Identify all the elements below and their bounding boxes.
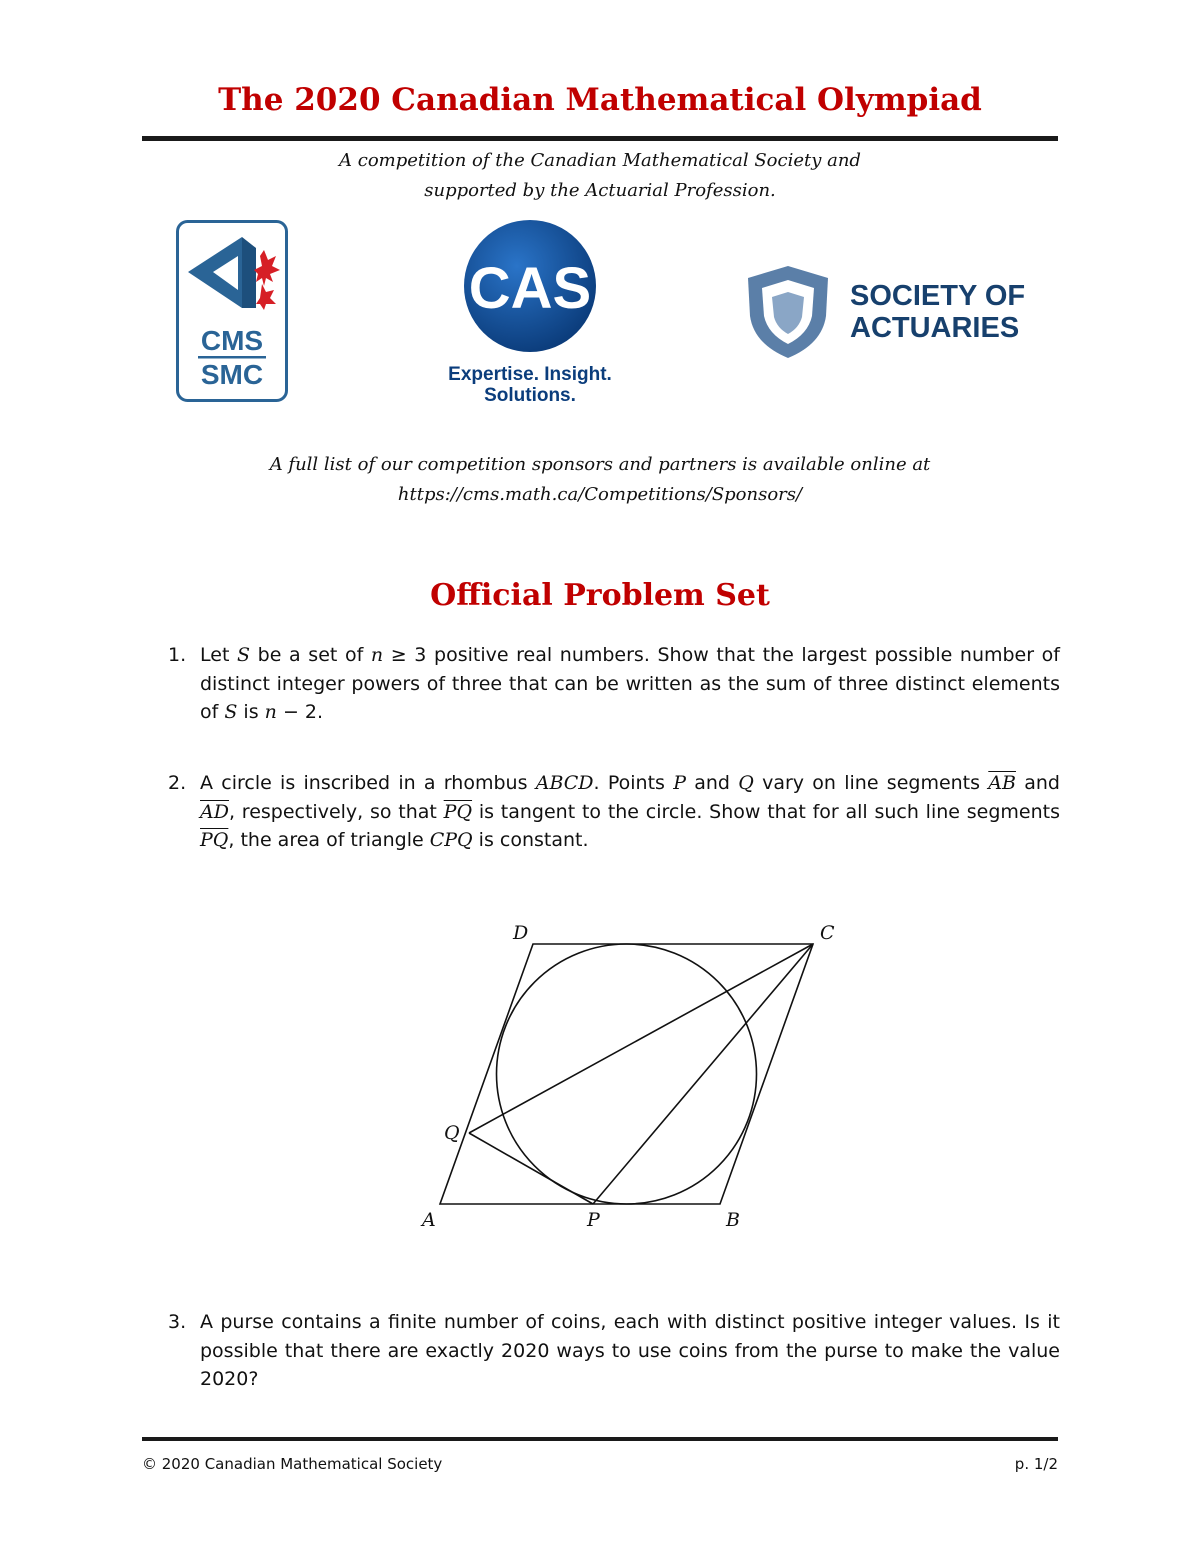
cms-smc-logo xyxy=(176,220,288,402)
segment-pq xyxy=(469,1133,593,1204)
cas-logo xyxy=(430,218,630,408)
problem-3 xyxy=(168,1308,1060,1394)
problem-2 xyxy=(168,769,1060,855)
text: is xyxy=(237,701,265,723)
label-c: C xyxy=(820,922,835,944)
cas-tagline-2: Solutions. xyxy=(484,385,576,406)
text: is tangent to the circle. Show that for all such line segments xyxy=(472,800,1060,823)
math-var: n xyxy=(370,644,384,666)
label-d: D xyxy=(513,922,529,944)
text: and xyxy=(1015,772,1060,794)
text: , respectively, so that xyxy=(228,800,444,823)
footer-rule xyxy=(142,1437,1058,1441)
header-rule xyxy=(142,136,1058,141)
rhombus-diagram xyxy=(400,910,860,1240)
problem-set-heading: Official Problem Set xyxy=(430,578,770,613)
segment-cq xyxy=(469,944,813,1133)
math-segment: $\overline{AD}$ xyxy=(200,800,229,823)
math-segment: $\overline{PQ}$ xyxy=(200,829,229,851)
text: . Points xyxy=(593,772,674,794)
text: and xyxy=(685,772,739,794)
text: be a set of xyxy=(250,644,371,666)
label-b: B xyxy=(726,1209,740,1231)
math-var: S xyxy=(224,701,238,723)
soa-line-1: SOCIETY OF xyxy=(850,280,1026,312)
text: positive real numbers. Show that the largest possible number of distinct integer powers of three that can be written as the sum of three distinct elements of xyxy=(200,644,1060,723)
cas-mark: CAS xyxy=(468,256,592,321)
math-var: Q xyxy=(738,772,754,794)
soa-line-2: ACTUARIES xyxy=(850,312,1020,344)
page-title: The 2020 Canadian Mathematical Olympiad xyxy=(218,82,982,118)
text: is constant. xyxy=(472,829,589,851)
text: , the area of triangle xyxy=(228,829,430,851)
math-segment: $\overline{AB}$ xyxy=(988,772,1016,794)
footer-copyright: © 2020 Canadian Mathematical Society xyxy=(142,1455,443,1473)
sponsors-note xyxy=(0,450,1200,510)
cms-text: CMS xyxy=(200,325,264,356)
problem-number: 3. xyxy=(168,1311,187,1333)
soa-logo xyxy=(748,262,1048,362)
math-var: CPQ xyxy=(429,829,473,851)
subtitle-line-1: A competition of the Canadian Mathematical Society and xyxy=(339,150,861,171)
smc-text: SMC xyxy=(200,359,264,390)
cas-tagline-1: Expertise. Insight. xyxy=(448,364,612,385)
problem-text: A purse contains a finite number of coins, each with distinct positive integer values. Is it possible that there are exactly 2020 ways to use coins from the purse to make the value 2020? xyxy=(200,1311,1060,1390)
math-var: n xyxy=(264,701,277,723)
footer-page-number: p. 1/2 xyxy=(1014,1455,1058,1473)
subtitle-line-2: supported by the Actuarial Profession. xyxy=(424,180,776,201)
text: − 2. xyxy=(276,701,324,723)
math-var: P xyxy=(673,772,686,794)
problem-number: 2. xyxy=(168,772,187,794)
sponsors-text: A full list of our competition sponsors and partners is available online at xyxy=(269,454,931,475)
text: A circle is inscribed in a rhombus xyxy=(200,772,536,794)
subtitle xyxy=(0,146,1200,206)
sponsors-url[interactable]: https://cms.math.ca/Competitions/Sponsors/ xyxy=(397,484,803,505)
label-q: Q xyxy=(444,1122,460,1144)
text: Let xyxy=(200,644,238,666)
problem-number: 1. xyxy=(168,644,187,666)
problem-1 xyxy=(168,641,1060,727)
text: vary on line segments xyxy=(753,772,989,794)
math-var: ABCD xyxy=(535,772,594,794)
text: ≥ 3 xyxy=(383,644,427,666)
math-segment: $\overline{PQ}$ xyxy=(443,800,473,823)
label-p: P xyxy=(587,1209,600,1231)
segment-cp xyxy=(593,944,813,1204)
label-a: A xyxy=(422,1209,436,1231)
math-var: S xyxy=(237,644,251,666)
